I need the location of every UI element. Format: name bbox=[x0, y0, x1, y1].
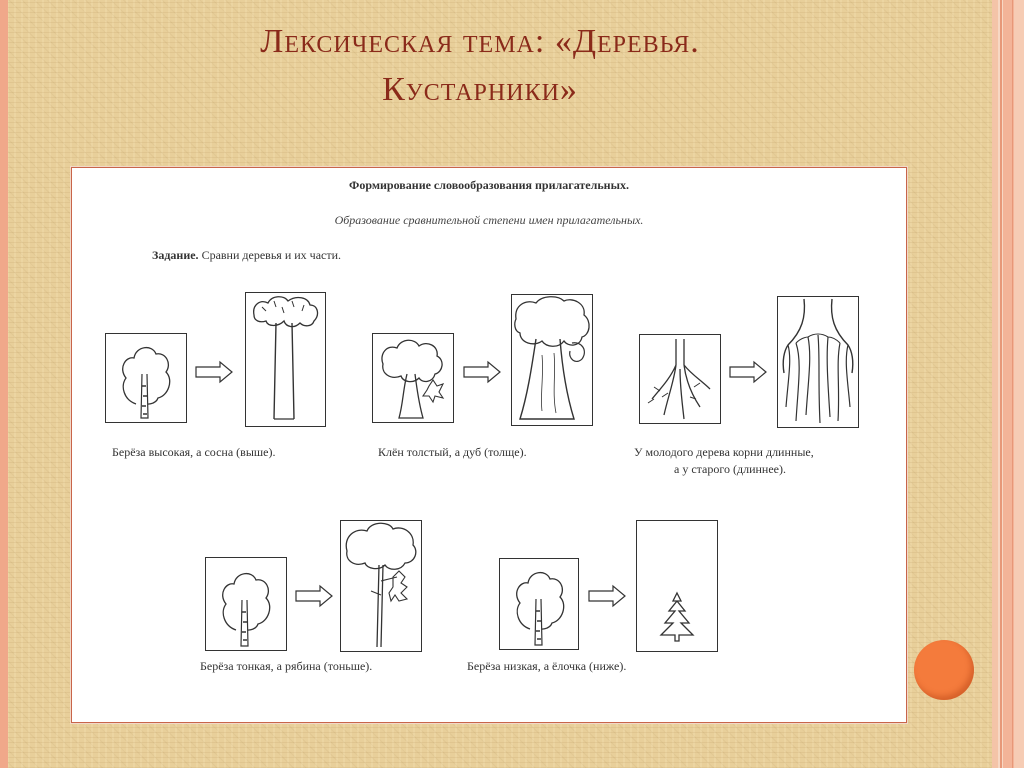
right-arrow-icon bbox=[194, 360, 234, 384]
slide-title-line1: Лексическая тема: «Деревья. bbox=[260, 23, 700, 60]
caption-birch-fir: Берёза низкая, а ёлочка (ниже). bbox=[467, 659, 627, 673]
birch-picture-3 bbox=[499, 558, 579, 650]
right-frame-stripes bbox=[992, 0, 1024, 768]
old-roots-picture bbox=[777, 296, 859, 428]
old-roots-icon bbox=[778, 297, 858, 427]
caption-roots-line1: У молодого дерева корни длинные, bbox=[634, 445, 814, 459]
birch-picture bbox=[105, 333, 187, 423]
young-roots-icon bbox=[640, 335, 720, 423]
right-arrow-icon bbox=[587, 584, 627, 608]
task-text: Сравни деревья и их части. bbox=[198, 248, 342, 262]
birch-icon bbox=[500, 559, 578, 649]
orange-circle-decoration bbox=[914, 640, 974, 700]
pine-icon bbox=[246, 293, 325, 426]
worksheet-image bbox=[71, 167, 907, 723]
maple-icon bbox=[373, 334, 453, 422]
birch-picture-2 bbox=[205, 557, 287, 651]
maple-picture bbox=[372, 333, 454, 423]
slide-title bbox=[130, 18, 830, 114]
young-roots-picture bbox=[639, 334, 721, 424]
birch-icon bbox=[106, 334, 186, 422]
right-arrow-icon bbox=[728, 360, 768, 384]
fir-picture bbox=[636, 520, 718, 652]
oak-icon bbox=[512, 295, 592, 425]
worksheet-subheading: Образование сравнительной степени имен прилагательных. bbox=[334, 213, 644, 227]
task-instruction bbox=[152, 248, 341, 263]
right-arrow-icon bbox=[462, 360, 502, 384]
right-arrow-icon bbox=[294, 584, 334, 608]
birch-icon bbox=[206, 558, 286, 650]
oak-picture bbox=[511, 294, 593, 426]
task-label: Задание. bbox=[152, 248, 199, 262]
caption-roots bbox=[634, 444, 814, 478]
caption-roots-line2: а у старого (длиннее). bbox=[674, 462, 786, 476]
worksheet-heading: Формирование словообразования прилагательных. bbox=[349, 178, 629, 192]
caption-birch-pine: Берёза высокая, а сосна (выше). bbox=[112, 445, 276, 459]
caption-maple-oak: Клён толстый, а дуб (толще). bbox=[378, 445, 527, 459]
fir-icon bbox=[637, 521, 717, 651]
rowan-picture bbox=[340, 520, 422, 652]
rowan-icon bbox=[341, 521, 421, 651]
slide-title-line2: Кустарники» bbox=[382, 71, 578, 108]
pine-picture bbox=[245, 292, 326, 427]
left-frame-stripe bbox=[0, 0, 8, 768]
caption-birch-rowan: Берёза тонкая, а рябина (тоньше). bbox=[200, 659, 373, 673]
